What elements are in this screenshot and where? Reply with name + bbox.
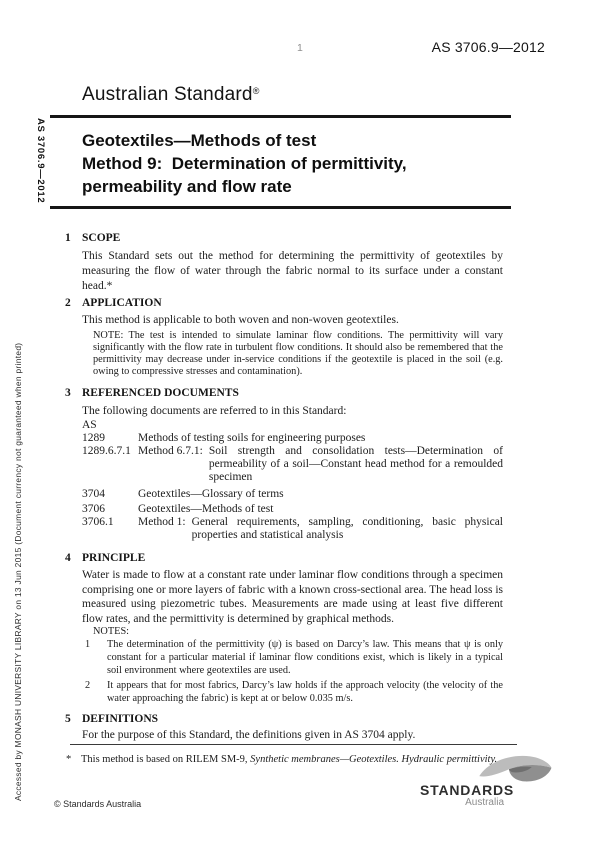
footnote-text: This method is based on RILEM SM-9, [81, 754, 251, 765]
doc-title: Geotextiles—Methods of test [138, 503, 274, 515]
section-heading-application [65, 296, 503, 311]
doc-title: Geotextiles—Glossary of terms [138, 488, 284, 500]
application-note: NOTE: The test is intended to simulate laminar flow conditions. The permittivity will vary significantly with the flow rate in turbulent flow conditions. It should also be remembered that the permittivity may decrease under in-service conditions if the geotextile is placed in the soil (e.g. owing to compressive stresses and contamination). [93, 330, 503, 377]
doc-code: 3706 [82, 503, 105, 515]
referenced-doc-row [82, 516, 503, 542]
section-heading-scope [65, 231, 503, 246]
section-heading-principle [65, 551, 503, 566]
referenced-doc-row [82, 488, 503, 501]
doc-method-prefix: Method 6.7.1: [138, 445, 203, 457]
document-title-line2: Method 9: Determination of permittivity, permeability and flow rate [82, 154, 412, 196]
doc-code: 3706.1 [82, 516, 114, 528]
logo-standards-text: STANDARDS [420, 782, 515, 798]
copyright-notice: © Standards Australia [54, 799, 142, 809]
header-rule-top [50, 115, 511, 118]
referenced-doc-row [82, 503, 503, 516]
referenced-doc-row [82, 445, 503, 484]
section-heading-text: SCOPE [82, 232, 121, 244]
doc-code: 1289 [82, 432, 105, 444]
referenced-documents-intro: The following documents are referred to in this Standard: [82, 405, 347, 417]
notes-label: NOTES: [93, 626, 130, 637]
doc-title: Soil strength and consolidation tests—Determination of permeability of a soil—Constant head method for a remoulded specimen [208, 445, 503, 483]
note-number: 1 [85, 639, 91, 650]
principle-paragraph: Water is made to flow at a constant rate under laminar flow conditions through a specimen comprising one or more layers of fabric with a known cross-sectional area. The head loss is measured using piezometric tubes. Measurements are made using at least five different flow rates, and the permittivity is determined by graphical methods. [82, 569, 503, 625]
principle-note-2 [85, 679, 503, 705]
doc-method-prefix: Method 1: [138, 516, 186, 528]
section-heading-text: PRINCIPLE [82, 552, 146, 564]
section-heading-text: APPLICATION [82, 297, 162, 309]
section-number: 5 [65, 713, 71, 725]
doc-title: Methods of testing soils for engineering purposes [138, 432, 366, 444]
definitions-paragraph: For the purpose of this Standard, the definitions given in AS 3704 apply. [82, 729, 416, 741]
section-number: 1 [65, 232, 71, 244]
footnote-divider [70, 744, 517, 745]
standards-australia-logo [420, 753, 555, 808]
spine-designation-vertical: AS 3706.9—2012 [35, 118, 46, 204]
registered-trademark-symbol: ® [252, 86, 260, 96]
section-heading-referenced-documents [65, 386, 503, 401]
note-text: It appears that for most fabrics, Darcy’s law holds if the approach velocity (the velocity of the water approaching the fabric) is kept at or below 0.035 m/s. [107, 680, 503, 704]
brand-title [82, 80, 503, 106]
logo-australia-text: Australia [465, 797, 504, 808]
section-number: 4 [65, 552, 71, 564]
note-number: 2 [85, 680, 91, 691]
doc-code: 1289.6.7.1 [82, 445, 131, 457]
referenced-doc-row [82, 432, 503, 445]
page-number: 1 [297, 42, 303, 54]
scope-paragraph: This Standard sets out the method for determining the permittivity of geotextiles by measuring the flow of water through the fabric normal to its surface under a constant head.* [82, 250, 503, 292]
accessed-by-watermark: Accessed by MONASH UNIVERSITY LIBRARY on 13 Jun 2015 (Document currency not guaranteed when printed) [13, 342, 23, 801]
referenced-documents-as-label: AS [82, 419, 97, 431]
doc-code: 3704 [82, 488, 105, 500]
brand-title-text: Australian Standard [82, 84, 253, 105]
section-number: 3 [65, 387, 71, 399]
doc-title: General requirements, sampling, conditioning, basic physical properties and statistical analysis [191, 516, 503, 541]
document-designation-header: AS 3706.9—2012 [431, 39, 545, 55]
application-paragraph: This method is applicable to both woven and non-woven geotextiles. [82, 314, 399, 326]
document-title-line1: Geotextiles—Methods of test [82, 131, 317, 150]
section-heading-text: DEFINITIONS [82, 713, 159, 725]
document-title-block [82, 129, 503, 198]
section-number: 2 [65, 297, 71, 309]
note-text: The determination of the permittivity (ψ) is based on Darcy’s law. This means that ψ is only constant for a particular material if laminar flow conditions exist, which is likely in a typical soil environment where geotextiles are used. [107, 639, 503, 676]
header-rule-bottom [50, 206, 511, 209]
section-heading-definitions [65, 712, 503, 727]
principle-note-1 [85, 638, 503, 677]
content-column [50, 80, 511, 743]
footnote-marker: * [66, 754, 72, 765]
section-heading-text: REFERENCED DOCUMENTS [82, 387, 239, 399]
footnote-reference-title: Synthetic membranes—Geotextiles. Hydraulic permittivity. [250, 754, 498, 765]
